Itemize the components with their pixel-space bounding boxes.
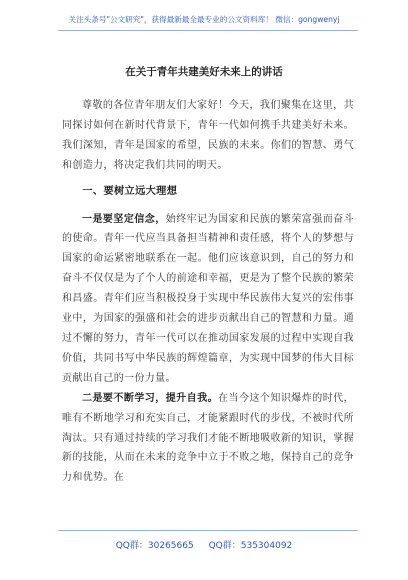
header-banner: 关注头条号"公文研究"，获得最新最全最专业的公文资料库！ 微信：gongwenyj — [68, 15, 340, 24]
footer-qq-group-2: QQ群：535304092 — [208, 541, 293, 551]
paragraph-2-lead: 二是要不断学习，提升自我。 — [82, 392, 219, 404]
paragraph-1-body: 始终牢记为国家和民族的繁荣富强而奋斗的使命。青年一代应当具备担当精神和责任感，将个人的梦想与国家的命运紧密地联系在一起。他们应该意识到，自己的努力和奋斗不仅仅是为了个人的前途和幸福，更是为了整个民族的繁荣和昌盛。青年们应当积极投身于实现中华民族伟大复兴的宏伟事业中，为国家的强盛和社会的进步贡献出自己的智慧和力量。通过不懈的努力，青年一代可以在推动国家发展的过程中实现自我价值，共同书写中华民族的辉煌篇章，为实现中国梦的伟大目标贡献出自己的一份力量。 — [62, 213, 354, 384]
footer-qq-group-1: QQ群：30265665 — [115, 541, 194, 551]
paragraph-1 — [62, 210, 354, 389]
section-heading: 一、要树立远大理想 — [82, 185, 178, 197]
document-body — [62, 96, 354, 488]
header-divider — [58, 30, 358, 31]
paragraph-2-body: 在当今这个知识爆炸的时代，唯有不断地学习和充实自己，才能紧跟时代的步伐，不被时代所淘汰。只有通过持续的学习我们才能不断地吸收新的知识，掌握新的技能，从而在未来的竞争中立于不败之地，保持自己的竞争力和优势。在 — [62, 392, 354, 484]
paragraph-1-lead: 一是要坚定信念， — [82, 213, 166, 225]
footer — [0, 538, 408, 551]
paragraph-2 — [62, 389, 354, 489]
footer-divider — [58, 530, 358, 531]
page-title: 在关于青年共建美好未来上的讲话 — [125, 66, 283, 78]
intro-paragraph: 尊敬的各位青年朋友们大家好！今天，我们聚集在这里，共同探讨如何在新时代背景下，青年一代如何携手共建美好未来。我们深知，青年是国家的希望，民族的未来。你们的智慧、勇气和创造力，将决定我们共同的明天。 — [62, 100, 354, 171]
